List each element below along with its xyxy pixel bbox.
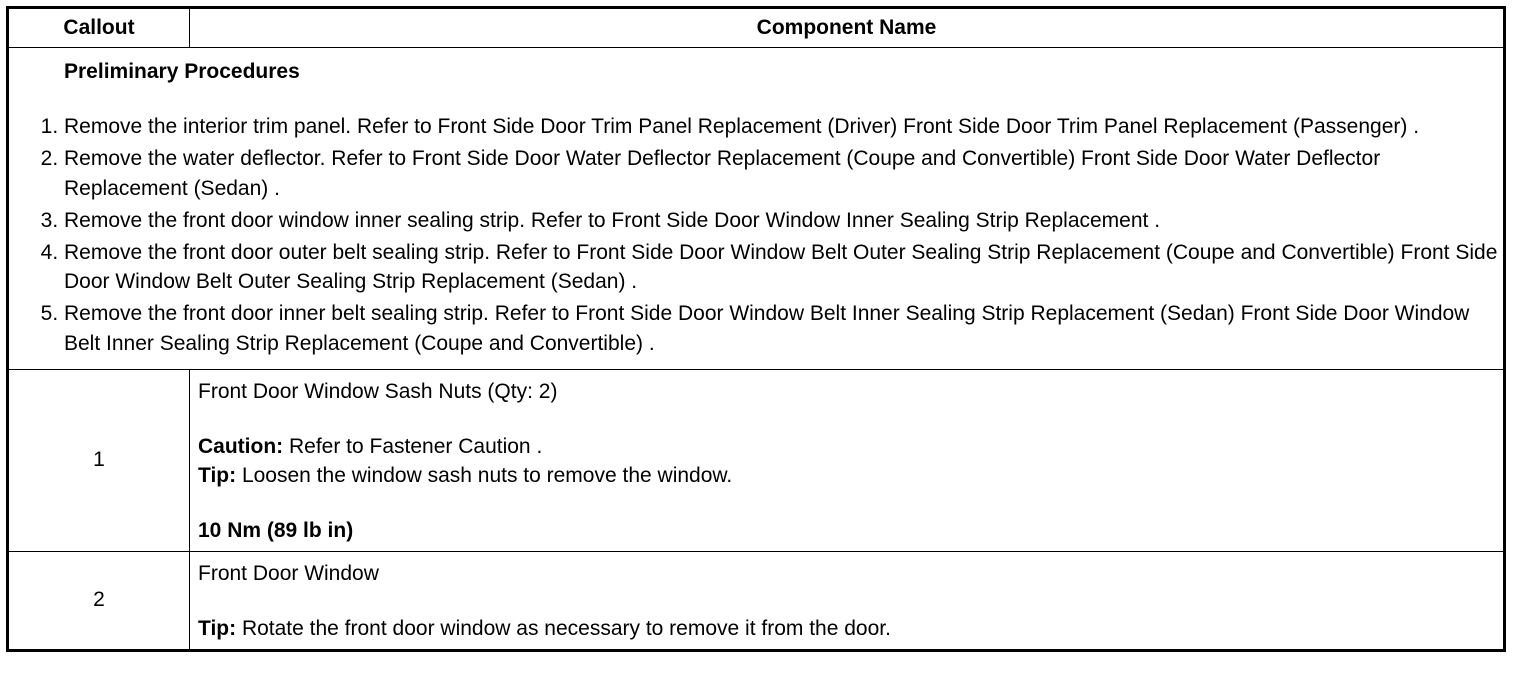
preliminary-cell — [8, 48, 1505, 370]
component-cell — [190, 551, 1505, 650]
tip-line — [198, 614, 1495, 643]
component-name: Front Door Window Sash Nuts (Qty: 2) — [198, 379, 558, 403]
callout-number: 2 — [8, 551, 190, 650]
preliminary-row — [8, 48, 1505, 370]
callout-number: 1 — [8, 369, 190, 551]
torque-spec: 10 Nm (89 lb in) — [198, 518, 354, 542]
tip-text: Loosen the window sash nuts to remove the window. — [236, 463, 733, 487]
caution-label: Caution: — [198, 434, 284, 458]
component-name: Front Door Window — [198, 561, 379, 585]
preliminary-step: 5. Remove the front door inner belt sealing strip. Refer to Front Side Door Window Belt Inner Sealing Strip Replacement (Sedan) Front Side Door Window Belt Inner Sealing Strip Replacement (Coupe and Convertible) . — [64, 299, 1503, 358]
caution-line — [198, 432, 1495, 461]
caution-text: Refer to Fastener Caution . — [283, 434, 543, 458]
preliminary-steps — [9, 112, 1503, 358]
preliminary-step: 2. Remove the water deflector. Refer to Front Side Door Water Deflector Replacement (Coupe and Convertible) Front Side Door Water Deflector Replacement (Sedan) . — [64, 144, 1503, 203]
tip-text: Rotate the front door window as necessary to remove it from the door. — [236, 616, 891, 640]
table-row — [8, 369, 1505, 551]
header-component-name: Component Name — [190, 8, 1505, 48]
preliminary-step: 1. Remove the interior trim panel. Refer to Front Side Door Trim Panel Replacement (Driver) Front Side Door Trim Panel Replacement (Passenger) . — [64, 112, 1503, 142]
procedure-table — [6, 6, 1506, 652]
tip-line — [198, 461, 1495, 490]
table-row — [8, 551, 1505, 650]
preliminary-step: 4. Remove the front door outer belt sealing strip. Refer to Front Side Door Window Belt Outer Sealing Strip Replacement (Coupe and Convertible) Front Side Door Window Belt Outer Sealing Strip Replacement (Sedan) . — [64, 238, 1503, 297]
component-cell — [190, 369, 1505, 551]
header-row — [8, 8, 1505, 48]
header-callout: Callout — [8, 8, 190, 48]
preliminary-heading: Preliminary Procedures — [64, 60, 300, 83]
tip-label: Tip: — [198, 616, 237, 640]
preliminary-step: 3. Remove the front door window inner sealing strip. Refer to Front Side Door Window Inner Sealing Strip Replacement . — [64, 206, 1503, 236]
tip-label: Tip: — [198, 463, 237, 487]
